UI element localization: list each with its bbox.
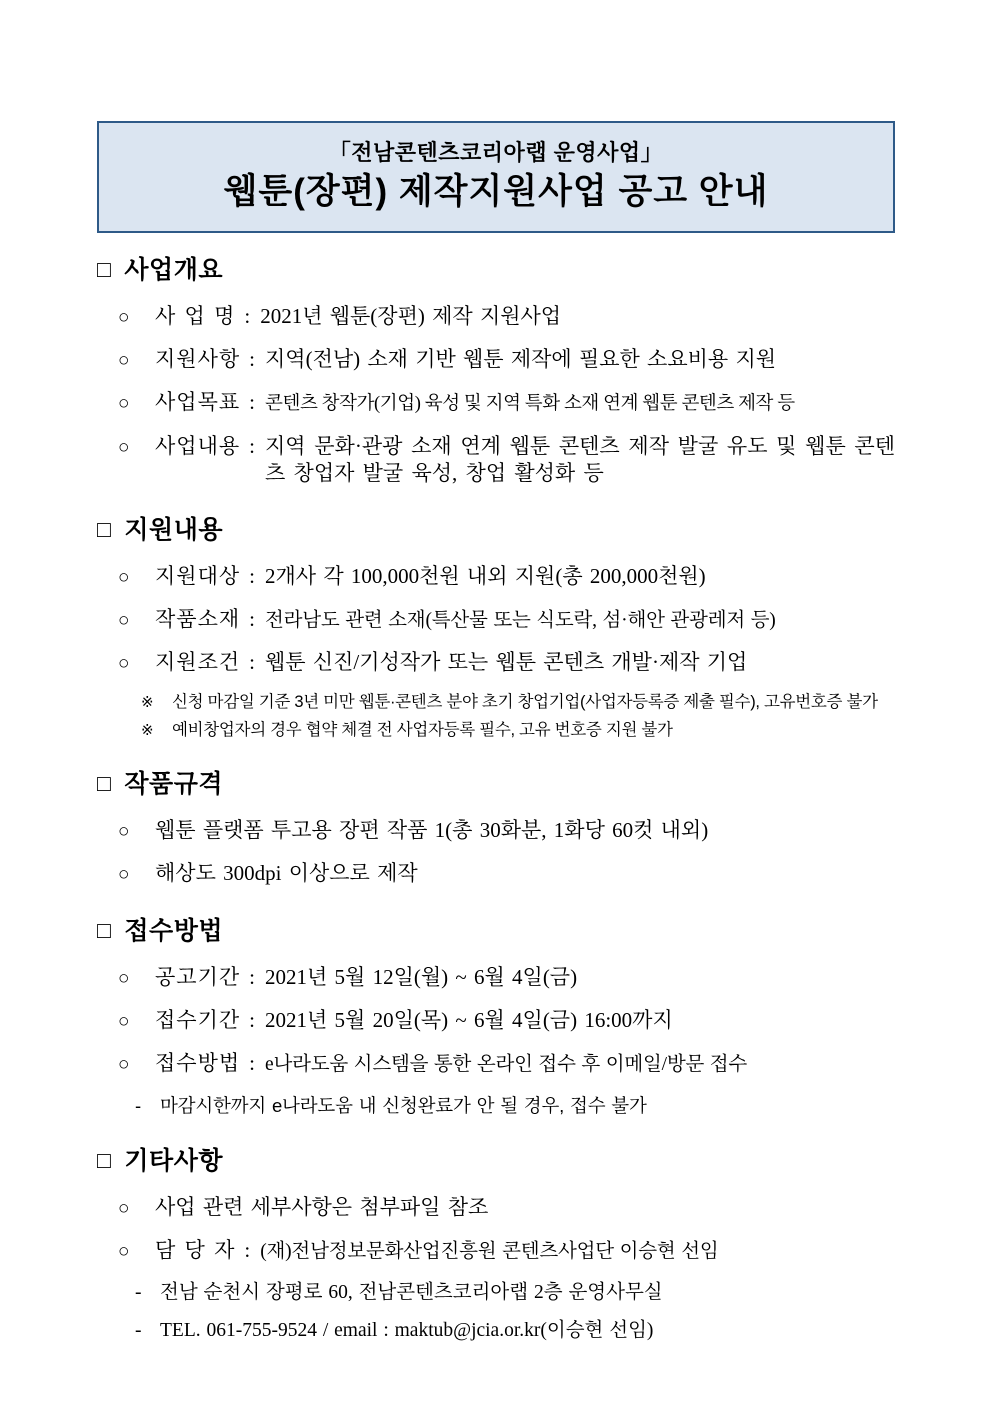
square-bullet-icon: □ xyxy=(97,256,112,282)
circle-bullet-icon: ○ xyxy=(118,1241,130,1262)
label-colon: : xyxy=(249,650,255,674)
section-title: 작품규격 xyxy=(124,770,224,798)
title-box xyxy=(97,121,895,233)
item-content xyxy=(172,692,895,712)
list-item xyxy=(97,606,895,634)
item-content xyxy=(155,1194,895,1221)
square-bullet-icon: □ xyxy=(97,917,112,943)
label-colon: : xyxy=(249,434,255,458)
sections-container xyxy=(97,255,895,1343)
item-text: 웹툰 신진/기성작가 또는 웹툰 콘텐츠 개발·제작 기업 xyxy=(265,650,748,674)
item-text: 신청 마감일 기준 3년 미만 웹툰·콘텐츠 분야 초기 창업기업(사업자등록증 제출 필수), 고유번호증 불가 xyxy=(172,693,878,711)
item-content xyxy=(155,389,895,418)
item-content xyxy=(160,1280,895,1305)
dash-bullet-icon: - xyxy=(135,1095,141,1116)
item-text: 웹툰 플랫폼 투고용 장편 작품 1(총 30화분, 1화당 60컷 내외) xyxy=(155,818,709,842)
list-item xyxy=(97,1093,895,1118)
item-label: 지원사항 xyxy=(155,347,241,371)
item-content xyxy=(155,860,895,887)
note-reference-icon: ※ xyxy=(141,722,154,739)
label-colon: : xyxy=(249,390,255,414)
circle-bullet-icon: ○ xyxy=(118,350,130,371)
label-colon: : xyxy=(249,607,255,631)
section-title: 사업개요 xyxy=(124,256,224,284)
item-text: 2021년 5월 20일(목) ~ 6월 4일(금) 16:00까지 xyxy=(265,1008,673,1032)
list-item xyxy=(97,1280,895,1305)
list-item xyxy=(97,303,895,331)
list-item xyxy=(97,1318,895,1343)
circle-bullet-icon: ○ xyxy=(118,653,130,674)
item-text: TEL. 061-755-9524 / email : maktub@jcia.or.kr(이승현 선임) xyxy=(160,1320,654,1341)
item-text: 지역(전남) 소재 기반 웹툰 제작에 필요한 소요비용 지원 xyxy=(265,347,777,371)
circle-bullet-icon: ○ xyxy=(118,610,130,631)
item-text: 2021년 웹툰(장편) 제작 지원사업 xyxy=(260,304,562,328)
item-text: (재)전남정보문화산업진흥원 콘텐츠사업단 이승현 선임 xyxy=(260,1241,719,1262)
item-label: 사업목표 xyxy=(155,390,241,414)
list-item xyxy=(97,720,895,741)
item-content xyxy=(155,817,895,844)
item-text: 2개사 각 100,000천원 내외 지원(총 200,000천원) xyxy=(265,564,706,588)
item-text: 콘텐츠 창작가(기업) 육성 및 지역 특화 소재 연계 웹툰 콘텐츠 제작 등 xyxy=(265,394,795,414)
document-title: 웹툰(장편) 제작지원사업 공고 안내 xyxy=(223,172,769,211)
item-text: 해상도 300dpi 이상으로 제작 xyxy=(155,861,418,885)
list-item xyxy=(97,433,895,487)
list-item xyxy=(97,346,895,374)
circle-bullet-icon: ○ xyxy=(118,567,130,588)
document-subtitle: 「전남콘텐츠코리아랩 운영사업」 xyxy=(328,140,664,165)
list-item xyxy=(97,964,895,992)
circle-bullet-icon: ○ xyxy=(118,821,130,842)
dash-bullet-icon: - xyxy=(135,1282,142,1303)
list-item xyxy=(97,1007,895,1035)
section-support xyxy=(97,515,895,741)
list-item xyxy=(97,563,895,591)
label-colon: : xyxy=(244,1238,251,1262)
item-content xyxy=(155,563,895,590)
note-reference-icon: ※ xyxy=(141,694,154,711)
item-content xyxy=(155,303,895,330)
section-header xyxy=(97,769,895,799)
square-bullet-icon: □ xyxy=(97,1147,112,1173)
circle-bullet-icon: ○ xyxy=(118,1198,130,1219)
item-content xyxy=(160,1093,895,1118)
circle-bullet-icon: ○ xyxy=(118,437,130,458)
circle-bullet-icon: ○ xyxy=(118,968,130,989)
section-header xyxy=(97,1146,895,1176)
item-label: 사업내용 xyxy=(155,434,241,458)
section-title: 기타사항 xyxy=(124,1147,224,1175)
item-content xyxy=(155,964,895,991)
item-content xyxy=(155,649,895,676)
circle-bullet-icon: ○ xyxy=(118,393,130,414)
item-label: 접수기간 xyxy=(155,1008,241,1032)
section-application xyxy=(97,916,895,1118)
item-content xyxy=(155,433,895,487)
label-colon: : xyxy=(249,347,255,371)
item-content xyxy=(155,1050,895,1078)
section-header xyxy=(97,515,895,545)
section-title: 접수방법 xyxy=(124,917,224,945)
item-content xyxy=(155,346,895,373)
square-bullet-icon: □ xyxy=(97,516,112,542)
dash-bullet-icon: - xyxy=(135,1320,142,1341)
list-item xyxy=(97,1237,895,1265)
item-content xyxy=(155,606,895,634)
item-text: e나라도움 시스템을 통한 온라인 접수 후 이메일/방문 접수 xyxy=(265,1054,748,1075)
item-text: 지역 문화·관광 소재 연계 웹툰 콘텐츠 제작 발굴 유도 및 웹툰 콘텐츠 창업자 발굴 육성, 창업 활성화 등 xyxy=(265,434,895,485)
item-label: 접수방법 xyxy=(155,1051,241,1075)
section-overview xyxy=(97,255,895,487)
list-item xyxy=(97,649,895,677)
item-text: 마감시한까지 e나라도움 내 신청완료가 안 될 경우, 접수 불가 xyxy=(160,1095,647,1116)
item-text: 2021년 5월 12일(월) ~ 6월 4일(금) xyxy=(265,965,578,989)
item-text: 사업 관련 세부사항은 첨부파일 참조 xyxy=(155,1195,489,1219)
item-label: 작품소재 xyxy=(155,607,241,631)
section-header xyxy=(97,916,895,946)
label-colon: : xyxy=(249,1008,255,1032)
item-content xyxy=(160,1318,895,1343)
item-label: 담 당 자 xyxy=(155,1238,236,1262)
section-etc xyxy=(97,1146,895,1343)
list-item xyxy=(97,1050,895,1078)
item-content xyxy=(172,720,895,740)
item-label: 지원대상 xyxy=(155,564,241,588)
item-label: 사 업 명 xyxy=(155,304,236,328)
item-label: 공고기간 xyxy=(155,965,241,989)
list-item xyxy=(97,389,895,418)
item-content xyxy=(155,1237,895,1265)
list-item xyxy=(97,692,895,713)
item-text: 전라남도 관련 소재(특산물 또는 식도락, 섬·해안 관광레저 등) xyxy=(265,610,776,631)
item-text: 전남 순천시 장평로 60, 전남콘텐츠코리아랩 2층 운영사무실 xyxy=(160,1282,663,1303)
list-item xyxy=(97,817,895,845)
circle-bullet-icon: ○ xyxy=(118,1011,130,1032)
item-content xyxy=(155,1007,895,1034)
label-colon: : xyxy=(244,304,251,328)
circle-bullet-icon: ○ xyxy=(118,1054,130,1075)
label-colon: : xyxy=(249,564,255,588)
section-format xyxy=(97,769,895,888)
section-header xyxy=(97,255,895,285)
circle-bullet-icon: ○ xyxy=(118,307,130,328)
label-colon: : xyxy=(249,1051,255,1075)
item-label: 지원조건 xyxy=(155,650,241,674)
circle-bullet-icon: ○ xyxy=(118,864,130,885)
section-title: 지원내용 xyxy=(124,516,224,544)
list-item xyxy=(97,1194,895,1222)
square-bullet-icon: □ xyxy=(97,770,112,796)
list-item xyxy=(97,860,895,888)
item-text: 예비창업자의 경우 협약 체결 전 사업자등록 필수, 고유 번호증 지원 불가 xyxy=(172,721,673,739)
label-colon: : xyxy=(249,965,255,989)
